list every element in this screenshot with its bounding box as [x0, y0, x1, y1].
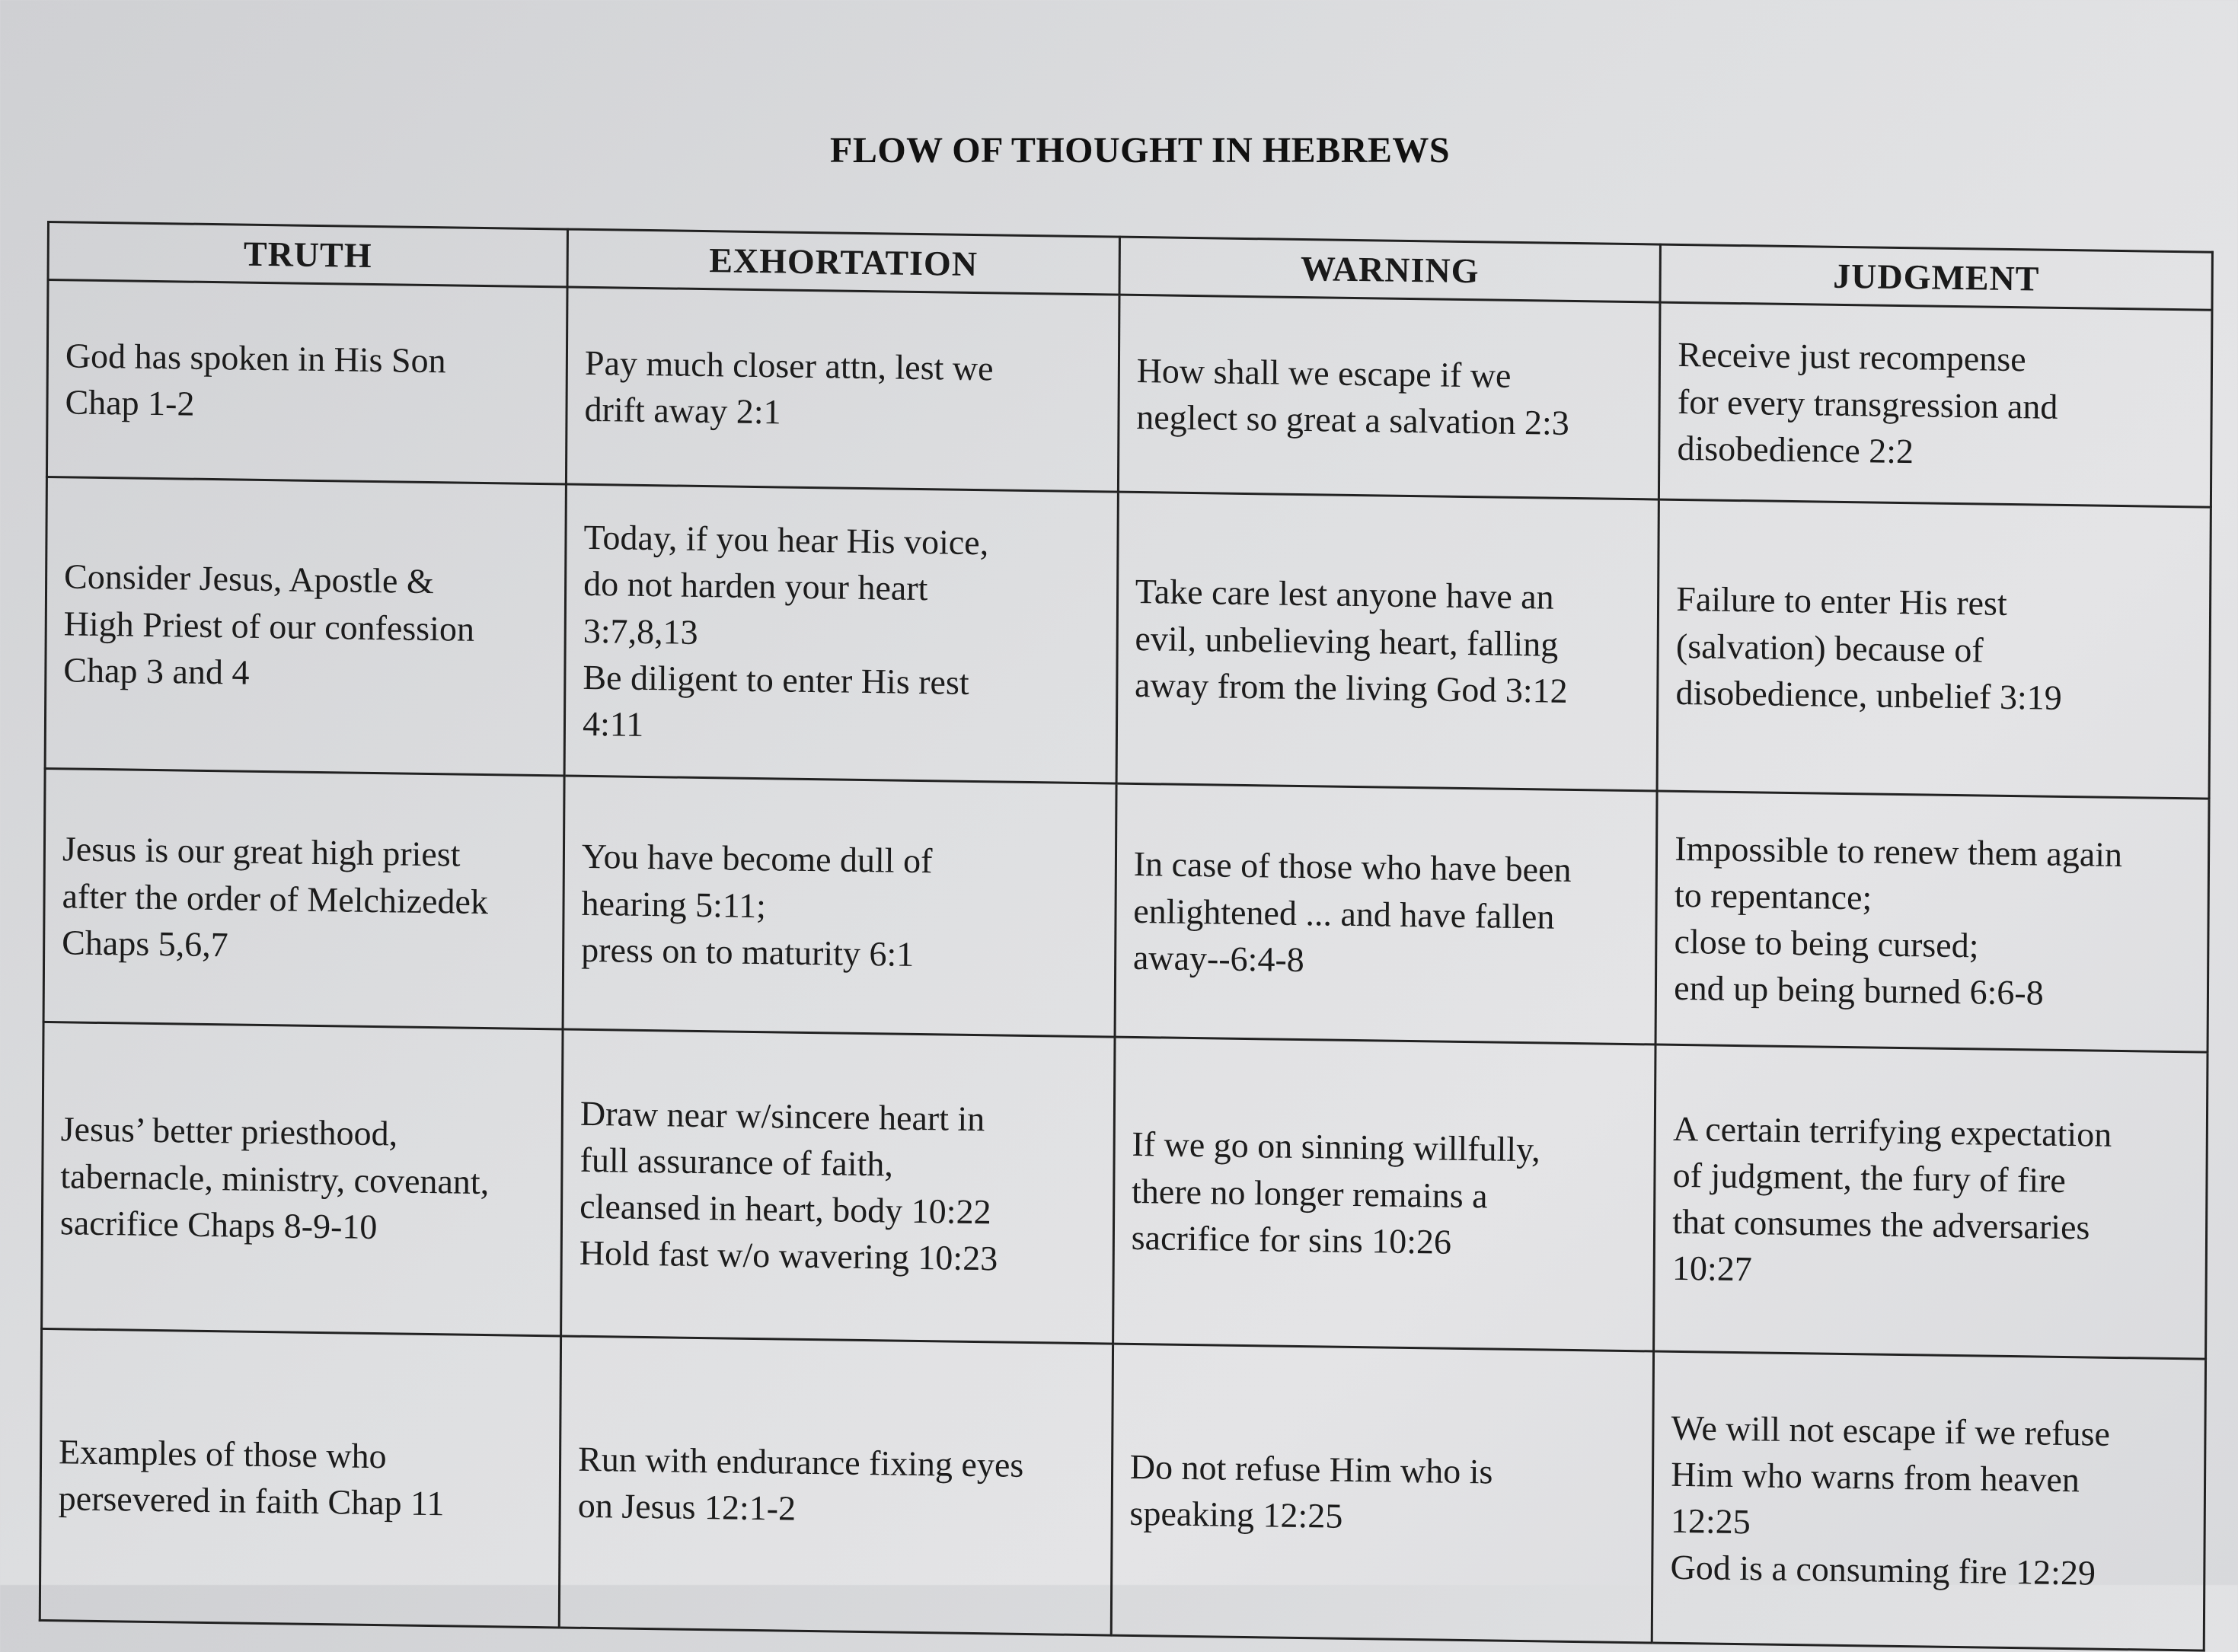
exhortation-cell: [559, 1336, 1113, 1635]
cell-line: sacrifice Chaps 8-9-10: [59, 1203, 378, 1246]
cell-line: Chap 3 and 4: [63, 650, 250, 692]
cell-line: drift away 2:1: [584, 390, 781, 432]
cell-line: Be diligent to enter His rest: [583, 657, 969, 702]
cell-line: neglect so great a salvation 2:3: [1136, 397, 1569, 443]
truth-cell: [43, 769, 564, 1030]
judgment-cell: [1659, 302, 2212, 507]
cell-line: do not harden your heart: [583, 564, 928, 608]
cell-line: Today, if you hear His voice,: [583, 518, 989, 563]
cell-line: High Priest of our confession: [63, 603, 475, 649]
cell-line: We will not escape if we refuse: [1671, 1408, 2111, 1453]
cell-line: evil, unbelieving heart, falling: [1135, 618, 1559, 664]
cell-line: away--6:4-8: [1132, 937, 1304, 979]
table-row: [45, 477, 2211, 799]
table-row: [46, 280, 2212, 508]
cell-line: on Jesus 12:1-2: [577, 1485, 797, 1528]
cell-line: Do not refuse Him who is: [1129, 1446, 1493, 1491]
warning-cell: [1118, 295, 1660, 499]
flow-of-thought-table: [39, 221, 2214, 1652]
cell-line: Examples of those who: [58, 1432, 387, 1476]
cell-line: cleansed in heart, body 10:22: [579, 1186, 991, 1232]
warning-cell: [1111, 1344, 1654, 1643]
cell-line: away from the living God 3:12: [1134, 665, 1568, 710]
cell-line: 3:7,8,13: [583, 611, 698, 652]
judgment-cell: [1655, 791, 2209, 1052]
header-judgment: JUDGMENT: [1660, 244, 2212, 310]
header-exhortation: EXHORTATION: [567, 229, 1119, 295]
cell-line: speaking 12:25: [1129, 1494, 1343, 1536]
cell-line: disobedience, unbelief 3:19: [1675, 672, 2062, 717]
table-row: [40, 1329, 2205, 1651]
cell-line: that consumes the adversaries: [1672, 1201, 2090, 1247]
cell-line: hearing 5:11;: [581, 883, 767, 925]
header-warning: WARNING: [1119, 237, 1661, 302]
cell-line: after the order of Melchizedek: [62, 875, 489, 921]
cell-line: You have become dull of: [581, 837, 933, 881]
exhortation-cell: [564, 484, 1118, 783]
cell-line: sacrifice for sins 10:26: [1131, 1217, 1452, 1261]
cell-line: In case of those who have been: [1133, 844, 1572, 890]
cell-line: Him who warns from heaven: [1671, 1454, 2080, 1500]
cell-line: to repentance;: [1674, 875, 1872, 917]
cell-line: end up being burned 6:6-8: [1674, 968, 2044, 1013]
cell-line: Impossible to renew them again: [1675, 828, 2123, 874]
cell-line: (salvation) because of: [1675, 626, 1984, 670]
truth-cell: [45, 477, 566, 776]
cell-line: If we go on sinning willfully,: [1132, 1124, 1540, 1169]
cell-line: Receive just recompense: [1678, 335, 2026, 379]
cell-line: Take care lest anyone have an: [1135, 572, 1554, 617]
exhortation-cell: [561, 1029, 1115, 1344]
cell-line: Jesus is our great high priest: [62, 829, 461, 874]
cell-line: Chaps 5,6,7: [62, 923, 228, 965]
cell-line: of judgment, the fury of fire: [1672, 1155, 2066, 1201]
warning-cell: [1116, 492, 1659, 791]
cell-line: for every transgression and: [1677, 381, 2058, 426]
judgment-cell: [1657, 499, 2211, 799]
cell-line: God is a consuming fire 12:29: [1670, 1548, 2096, 1593]
cell-line: Jesus’ better priesthood,: [60, 1109, 398, 1153]
cell-line: persevered in faith Chap 11: [58, 1478, 445, 1523]
header-truth: TRUTH: [48, 222, 568, 288]
cell-line: disobedience 2:2: [1677, 428, 1914, 470]
cell-line: Draw near w/sincere heart in: [579, 1093, 985, 1139]
cell-line: Hold fast w/o wavering 10:23: [579, 1233, 998, 1278]
truth-cell: [42, 1022, 563, 1336]
cell-line: Consider Jesus, Apostle &: [63, 557, 434, 601]
cell-line: Run with endurance fixing eyes: [578, 1439, 1024, 1485]
table-row: [42, 1022, 2208, 1360]
cell-line: God has spoken in His Son: [65, 336, 446, 381]
cell-line: tabernacle, ministry, covenant,: [60, 1156, 490, 1201]
cell-line: How shall we escape if we: [1136, 350, 1512, 395]
cell-line: full assurance of faith,: [579, 1140, 894, 1184]
warning-cell: [1115, 783, 1658, 1044]
cell-line: 10:27: [1671, 1249, 1752, 1289]
judgment-cell: [1654, 1044, 2208, 1359]
exhortation-cell: [567, 287, 1119, 492]
cell-line: Failure to enter His rest: [1676, 579, 2007, 623]
cell-line: Chap 1-2: [65, 382, 195, 423]
exhortation-cell: [563, 776, 1116, 1037]
cell-line: Pay much closer attn, lest we: [584, 343, 994, 388]
cell-line: enlightened ... and have fallen: [1133, 891, 1555, 936]
cell-line: 4:11: [582, 703, 644, 744]
cell-line: close to being cursed;: [1674, 922, 1979, 965]
cell-line: 12:25: [1670, 1501, 1751, 1542]
truth-cell: [46, 280, 567, 485]
cell-line: there no longer remains a: [1131, 1171, 1488, 1216]
judgment-cell: [1652, 1351, 2206, 1650]
cell-line: press on to maturity 6:1: [581, 930, 915, 974]
document-title: FLOW OF THOUGHT IN HEBREWS: [830, 130, 1451, 171]
cell-line: A certain terrifying expectation: [1672, 1108, 2112, 1154]
warning-cell: [1113, 1037, 1655, 1351]
table-row: [43, 769, 2209, 1053]
truth-cell: [40, 1329, 560, 1628]
